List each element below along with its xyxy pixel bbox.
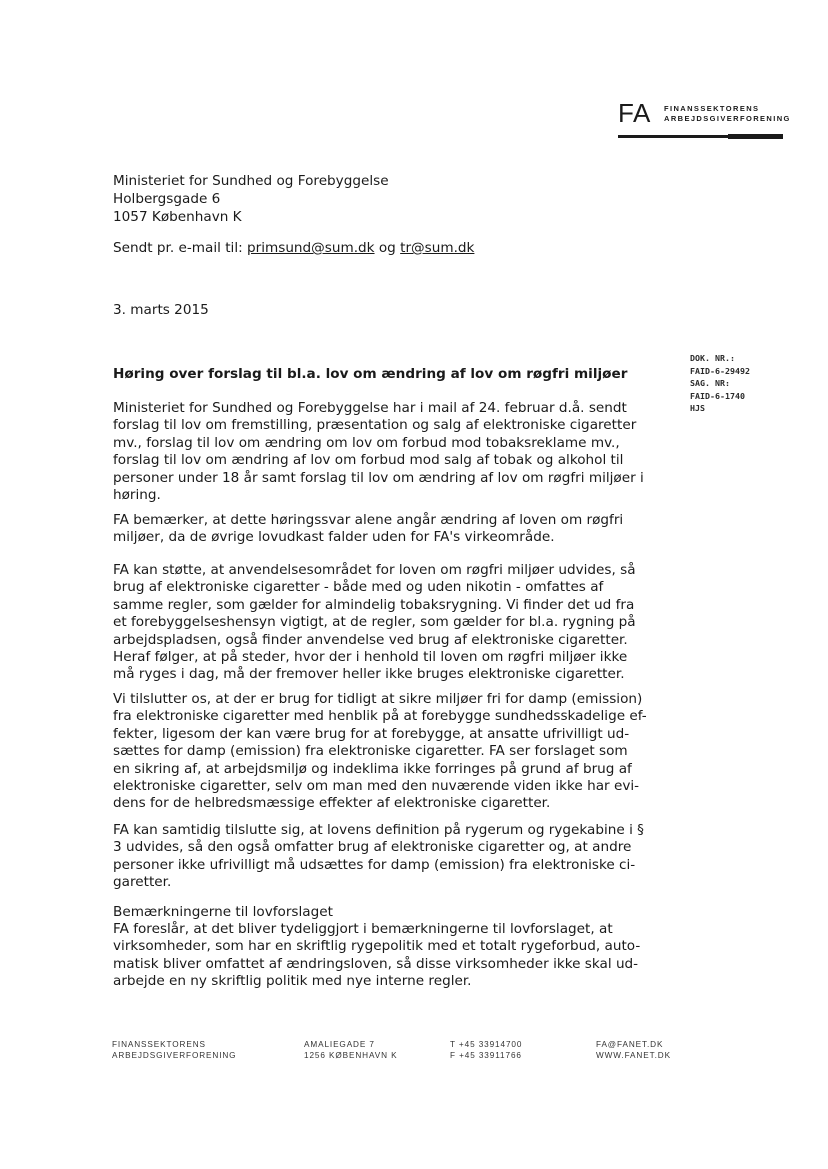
- recipient-line-2: Holbergsgade 6: [113, 191, 221, 207]
- text-line: en sikring af, at arbejdsmiljø og indeklima ikke forringes på grund af brug af: [113, 760, 632, 777]
- footer-web-link[interactable]: WWW.FANET.DK: [596, 1050, 671, 1060]
- logo-line-2: ARBEJDSGIVERFORENING: [664, 114, 791, 123]
- paragraph-4: [113, 691, 673, 813]
- fa-logo: [618, 96, 791, 156]
- text-line: samme regler, som gælder for almindelig tobaksrygning. Vi finder det ud fra: [113, 596, 635, 613]
- recipient-address: [113, 172, 389, 226]
- footer-contact: [596, 1040, 671, 1061]
- recipient-line-1: Ministeriet for Sundhed og Forebyggelse: [113, 173, 389, 189]
- sag-value: FAID-6-1740: [690, 390, 745, 401]
- paragraph-1: [113, 400, 673, 504]
- text-line: et forebyggelseshensyn vigtigt, at de regler, som gælder for bl.a. rygning på: [113, 614, 636, 631]
- text-line: brug af elektroniske cigaretter - både med og uden nikotin - omfattes af: [113, 579, 604, 596]
- text-line: Heraf følger, at på steder, hvor der i henhold til loven om røgfri miljøer ikke: [113, 649, 628, 666]
- text-line: fra elektroniske cigaretter med henblik på at forebygge sundhedsskadelige ef-: [113, 708, 647, 725]
- footer-organisation: [112, 1040, 236, 1061]
- text-line: FA bemærker, at dette høringssvar alene angår ændring af loven om røgfri: [113, 512, 624, 528]
- text-line: forslag til lov om fremstilling, præsentation og salg af elektroniske cigaretter: [113, 417, 637, 434]
- text-line: FA kan støtte, at anvendelsesområdet for loven om røgfri miljøer udvides, så: [113, 562, 636, 578]
- footer-address: [304, 1040, 397, 1061]
- footer-email-link[interactable]: FA@FANET.DK: [596, 1040, 664, 1049]
- logo-line-1: FINANSSEKTORENS: [664, 104, 760, 113]
- footer-tel: T +45 33914700: [450, 1040, 523, 1049]
- text-line: FA kan samtidig tilslutte sig, at lovens definition på rygerum og rygekabine i §: [113, 822, 644, 838]
- text-line: personer ikke ufrivilligt må udsættes for damp (emission) fra elektroniske ci-: [113, 856, 636, 873]
- text-line: virksomheder, som har en skriftlig rygepolitik med et totalt rygeforbud, auto-: [113, 938, 641, 955]
- email-link-tr[interactable]: tr@sum.dk: [400, 240, 475, 256]
- dok-value: FAID-6-29492: [690, 365, 750, 376]
- text-line: elektroniske cigaretter, selv om man med den nuværende viden ikke har evi-: [113, 778, 640, 795]
- text-line: 3 udvides, så den også omfatter brug af elektroniske cigaretter og, at andre: [113, 839, 632, 856]
- text-line: må ryges i dag, må der fremover heller ikke bruges elektroniske cigaretter.: [113, 666, 625, 683]
- paragraph-3: [113, 562, 673, 684]
- footer-city: 1256 KØBENHAVN K: [304, 1050, 398, 1060]
- text-line: forslag til lov om ændring af lov om forbud mod salg af tobak og alkohol til: [113, 452, 624, 469]
- text-line: Vi tilslutter os, at der er brug for tidligt at sikre miljøer fri for damp (emission): [113, 691, 643, 707]
- footer-org-line-2: ARBEJDSGIVERFORENING: [112, 1050, 237, 1060]
- text-line: FA foreslår, at det bliver tydeliggjort i bemærkningerne til lovforslaget, at: [113, 921, 613, 937]
- sent-conjunction: og: [374, 240, 401, 256]
- text-line: personer under 18 år samt forslag til lov om ændring af lov om røgfri miljøer i: [113, 469, 644, 486]
- paragraph-2: [113, 512, 673, 547]
- footer-street: AMALIEGADE 7: [304, 1040, 375, 1049]
- logo-abbrev: FA: [618, 98, 651, 128]
- footer-fax: F +45 33911766: [450, 1050, 522, 1060]
- footer-org-line-1: FINANSSEKTORENS: [112, 1040, 206, 1049]
- section-heading-text: Bemærkningerne til lovforslaget: [113, 904, 333, 920]
- section-heading-bemaerkninger: [113, 904, 673, 921]
- letter-date: 3. marts 2015: [113, 302, 209, 318]
- text-line: miljøer, da de øvrige lovudkast falder uden for FA's virkeområde.: [113, 529, 555, 546]
- dok-label: DOK. NR.:: [690, 353, 735, 363]
- text-line: garetter.: [113, 874, 172, 891]
- text-line: høring.: [113, 487, 161, 504]
- text-line: matisk bliver omfattet af ændringsloven, så disse virksomheder ikke skal ud-: [113, 955, 639, 972]
- document-meta: [690, 352, 750, 415]
- text-line: arbejdspladsen, også finder anvendelse ved brug af elektroniske cigaretter.: [113, 631, 628, 648]
- footer-phone: [450, 1040, 522, 1061]
- paragraph-5: [113, 822, 673, 892]
- text-line: dens for de helbredsmæssige effekter af elektroniske cigaretter.: [113, 795, 551, 812]
- text-line: arbejde en ny skriftlig politik med nye interne regler.: [113, 973, 472, 990]
- text-line: sættes for damp (emission) fra elektroniske cigaretter. FA ser forslaget som: [113, 743, 628, 760]
- sag-label: SAG. NR:: [690, 378, 730, 389]
- paragraph-6: [113, 921, 673, 991]
- sent-line: [113, 239, 474, 257]
- subject-heading: Høring over forslag til bl.a. lov om ændring af lov om røgfri miljøer: [113, 366, 628, 382]
- sent-prefix: Sendt pr. e-mail til:: [113, 240, 247, 256]
- logo-rule-graphic: [618, 132, 783, 142]
- text-line: fekter, ligesom der kan være brug for at forebygge, at ansatte ufrivilligt ud-: [113, 725, 630, 742]
- initials: HJS: [690, 403, 705, 414]
- recipient-line-3: 1057 København K: [113, 209, 242, 225]
- email-link-primsund[interactable]: primsund@sum.dk: [247, 240, 375, 256]
- text-line: mv., forslag til lov om ændring om lov om forbud mod tobaksreklame mv.,: [113, 434, 620, 451]
- text-line: Ministeriet for Sundhed og Forebyggelse har i mail af 24. februar d.å. sendt: [113, 400, 627, 416]
